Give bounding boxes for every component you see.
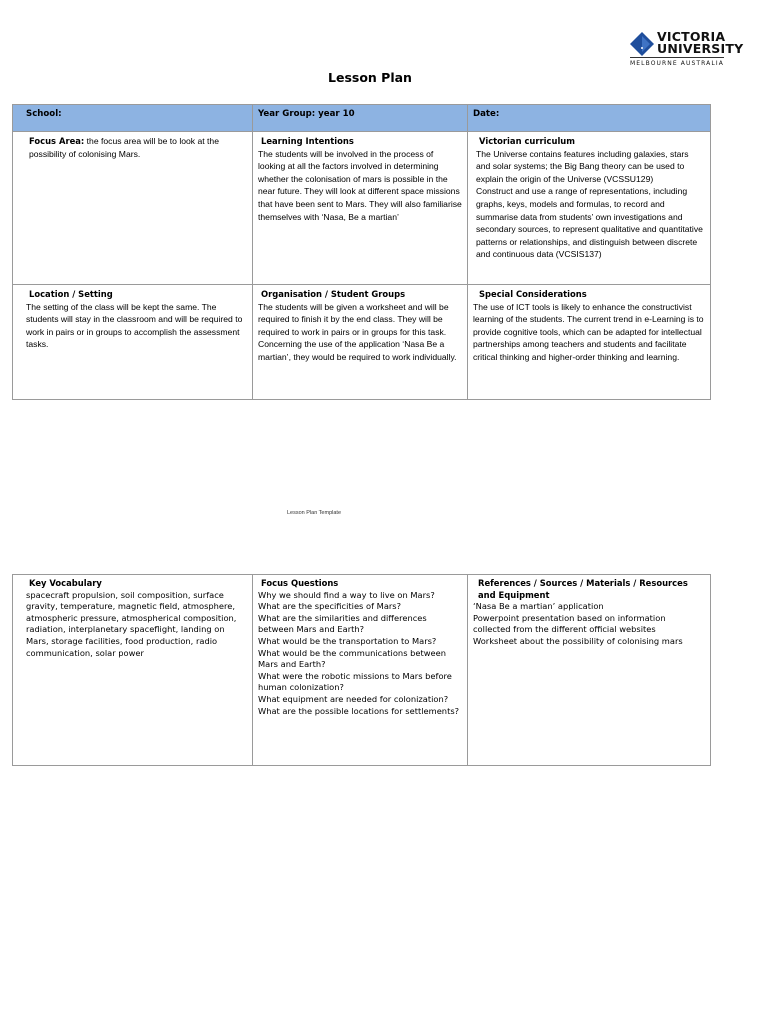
university-logo — [630, 29, 744, 68]
special-considerations-text: The use of ICT tools is likely to enhance the constructivist learning of the students. The current trend in e-Learning is to provide cognitive tools, which can be adapted for intellectual partnerships among teachers and students and facilitate critical thinking and higher-order thinking and learning. — [473, 301, 704, 362]
learning-intentions-text: The students will be involved in the process of looking at all the factors involved in determining whether the colonisation of mars is possible in the near future. They will look at different space missions that have been sent to Mars. They will also familiarise themselves with ‘Nasa, Be a martian’ — [258, 148, 462, 222]
reference-item: ‘Nasa Be a martian’ application — [473, 601, 604, 612]
focus-area-cell — [13, 132, 253, 285]
logo-wordmark: VICTORIA UNIVERSITY — [657, 29, 744, 56]
table-row — [13, 132, 711, 285]
page-title: Lesson Plan — [328, 70, 412, 85]
focus-questions-label: Focus Questions — [261, 578, 339, 588]
reference-item: Powerpoint presentation based on information collected from the different official websites — [473, 612, 666, 635]
school-header: School: — [13, 105, 253, 132]
key-vocabulary-label: Key Vocabulary — [29, 578, 102, 588]
curriculum-cell — [468, 132, 711, 285]
curriculum-text-2: Construct and use a range of representations, including graphs, keys, models and formulas, to record and summarise data from students’ own investigations and secondary sources, to represent qualitative and quantitative patterns or relationships, and distinguish between discrete and continuous data (VCSIS137) — [476, 186, 703, 260]
diamond-logo-icon — [630, 32, 654, 56]
organisation-text: The students will be given a worksheet and will be required to finish it by the end class. They will be required to work in pairs or in groups for this task. Concerning the use of the application ‘Nasa Be a martian’, they would be required to work individually. — [258, 301, 457, 362]
focus-question: What are the specificities of Mars? — [258, 601, 402, 612]
location-cell — [13, 285, 253, 400]
special-considerations-label: Special Considerations — [479, 289, 587, 299]
logo-location: MELBOURNE AUSTRALIA — [630, 60, 724, 67]
focus-question: What equipment are needed for colonization? — [258, 693, 449, 704]
date-header: Date: — [468, 105, 711, 132]
key-vocabulary-text: spacecraft propulsion, soil composition, surface gravity, temperature, magnetic field, atmosphere, atmospheric pressure, atmospherical composition, radiation, interplanetary spaceflight, landing on Mars, storage facilities, food production, radio communication, solar power — [26, 589, 237, 658]
learning-intentions-cell — [253, 132, 468, 285]
lesson-plan-table — [12, 104, 711, 400]
focus-question: What would be the communications between Mars and Earth? — [258, 647, 447, 670]
focus-questions-cell — [253, 575, 468, 766]
location-text: The setting of the class will be kept the same. The students will stay in the classroom and will be required to work in pairs or in groups to accomplish the assessment tasks. — [26, 301, 243, 350]
table-row — [13, 575, 711, 766]
focus-question: What are the possible locations for settlements? — [258, 705, 460, 716]
logo-divider — [630, 57, 724, 58]
references-label: References / Sources / Materials / Resources and Equipment — [478, 578, 688, 600]
year-group-header: Year Group: year 10 — [253, 105, 468, 132]
focus-question: Why we should find a way to live on Mars? — [258, 589, 435, 600]
focus-question: What were the robotic missions to Mars before human colonization? — [258, 670, 452, 693]
location-label: Location / Setting — [29, 289, 113, 299]
reference-item: Worksheet about the possibility of colonising mars — [473, 635, 683, 646]
key-vocabulary-cell — [13, 575, 253, 766]
focus-question: What would be the transportation to Mars? — [258, 635, 437, 646]
references-cell — [468, 575, 711, 766]
lesson-plan-table-2 — [12, 574, 711, 766]
organisation-label: Organisation / Student Groups — [261, 289, 406, 299]
footer-text: Lesson Plan Template — [286, 510, 342, 516]
organisation-cell — [253, 285, 468, 400]
table-row — [13, 285, 711, 400]
focus-question: What are the similarities and differences between Mars and Earth? — [258, 612, 427, 635]
special-considerations-cell — [468, 285, 711, 400]
learning-intentions-label: Learning Intentions — [261, 136, 354, 146]
curriculum-text-1: The Universe contains features including galaxies, stars and solar systems; the Big Bang theory can be used to explain the origin of the Universe (VCSSU129) — [476, 148, 689, 184]
focus-area-text: the focus area will be to look at the possibility of colonising Mars. — [29, 136, 219, 159]
header-row — [13, 105, 711, 132]
curriculum-label: Victorian curriculum — [479, 136, 576, 146]
focus-area-label: Focus Area: — [29, 136, 85, 146]
